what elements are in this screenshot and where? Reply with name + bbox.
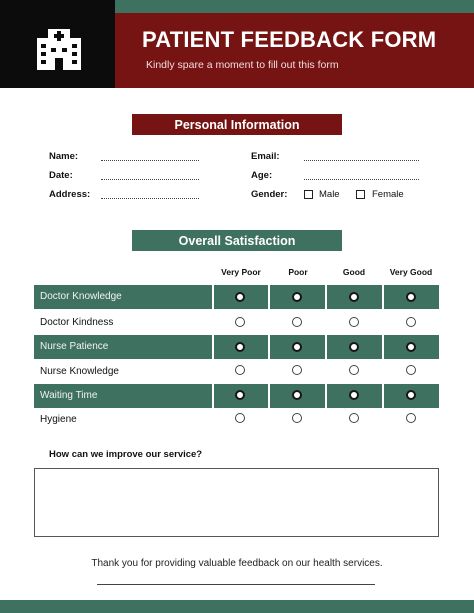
bottom-accent-bar xyxy=(0,600,474,613)
rating-radio[interactable] xyxy=(292,365,302,375)
satisfaction-heading: Overall Satisfaction xyxy=(132,230,342,251)
rating-radio[interactable] xyxy=(406,390,416,400)
address-field[interactable] xyxy=(101,198,199,199)
rating-radio[interactable] xyxy=(349,413,359,423)
rating-radio[interactable] xyxy=(292,413,302,423)
logo-area xyxy=(0,0,115,88)
name-field[interactable] xyxy=(101,160,199,161)
rating-radio[interactable] xyxy=(349,317,359,327)
improve-question: How can we improve our service? xyxy=(49,449,203,460)
address-label: Address: xyxy=(49,189,91,200)
form-title: PATIENT FEEDBACK FORM xyxy=(142,27,437,52)
rating-radio[interactable] xyxy=(292,292,302,302)
column-divider xyxy=(268,285,270,309)
rating-radio[interactable] xyxy=(292,390,302,400)
date-field[interactable] xyxy=(101,179,199,180)
rating-radio[interactable] xyxy=(406,413,416,423)
email-field[interactable] xyxy=(304,160,419,161)
age-field[interactable] xyxy=(304,179,419,180)
gender-male-checkbox[interactable] xyxy=(304,190,313,199)
rating-radio[interactable] xyxy=(235,390,245,400)
rating-radio[interactable] xyxy=(292,342,302,352)
rating-radio[interactable] xyxy=(406,342,416,352)
row-label: Hygiene xyxy=(40,414,77,425)
column-divider xyxy=(325,285,327,309)
gender-male-label: Male xyxy=(319,189,340,200)
date-label: Date: xyxy=(49,170,73,181)
rating-radio[interactable] xyxy=(235,342,245,352)
rating-radio[interactable] xyxy=(406,317,416,327)
rating-radio[interactable] xyxy=(406,365,416,375)
row-label: Doctor Kindness xyxy=(40,317,114,328)
thank-you-text: Thank you for providing valuable feedback on our health services. xyxy=(91,558,383,569)
column-divider xyxy=(325,335,327,359)
rating-radio[interactable] xyxy=(235,413,245,423)
rating-radio[interactable] xyxy=(235,365,245,375)
gender-label: Gender: xyxy=(251,189,288,200)
column-divider xyxy=(382,384,384,408)
column-header: Poor xyxy=(288,267,308,277)
column-header: Very Poor xyxy=(221,267,261,277)
rating-radio[interactable] xyxy=(349,292,359,302)
personal-info-heading: Personal Information xyxy=(132,114,342,135)
hospital-building-icon xyxy=(0,0,115,88)
signature-line[interactable] xyxy=(97,584,375,585)
rating-radio[interactable] xyxy=(349,365,359,375)
row-label: Doctor Knowledge xyxy=(40,291,122,302)
column-divider xyxy=(268,335,270,359)
top-accent-bar xyxy=(115,0,474,13)
rating-radio[interactable] xyxy=(292,317,302,327)
rating-radio[interactable] xyxy=(349,342,359,352)
rating-radio[interactable] xyxy=(235,317,245,327)
column-header: Very Good xyxy=(389,267,433,277)
rating-radio[interactable] xyxy=(349,390,359,400)
improve-textarea[interactable] xyxy=(34,468,439,537)
form-subtitle: Kindly spare a moment to fill out this form xyxy=(146,59,339,71)
column-divider xyxy=(382,335,384,359)
name-label: Name: xyxy=(49,151,79,162)
email-label: Email: xyxy=(251,151,280,162)
column-divider xyxy=(212,335,214,359)
row-label: Nurse Knowledge xyxy=(40,366,119,377)
age-label: Age: xyxy=(251,170,273,181)
gender-female-checkbox[interactable] xyxy=(356,190,365,199)
gender-female-label: Female xyxy=(372,189,404,200)
column-divider xyxy=(212,285,214,309)
column-divider xyxy=(325,384,327,408)
rating-radio[interactable] xyxy=(406,292,416,302)
column-divider xyxy=(268,384,270,408)
rating-radio[interactable] xyxy=(235,292,245,302)
column-header: Good xyxy=(342,267,366,277)
column-divider xyxy=(212,384,214,408)
column-divider xyxy=(382,285,384,309)
row-label: Nurse Patience xyxy=(40,341,109,352)
row-label: Waiting Time xyxy=(40,390,98,401)
